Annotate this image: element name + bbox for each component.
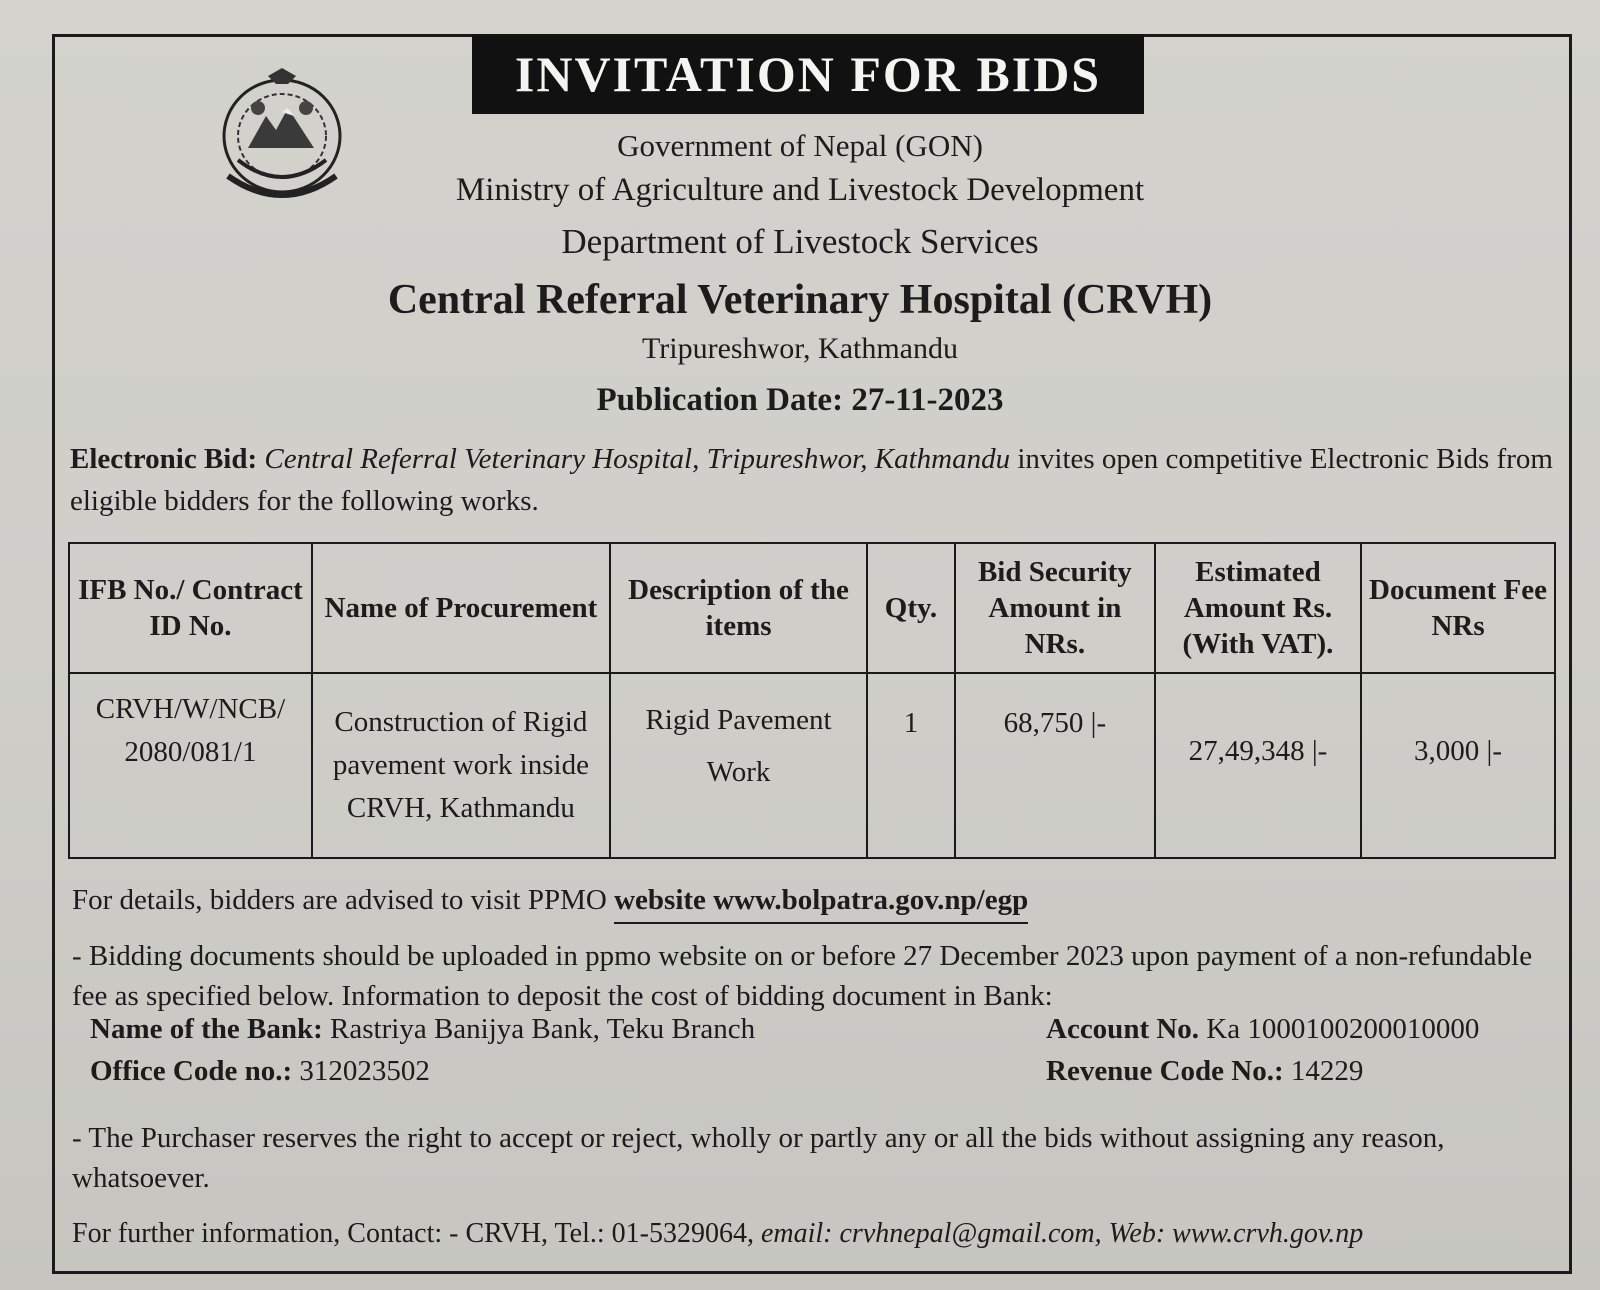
intro-hospital: Central Referral Veterinary Hospital, Tripureshwor, Kathmandu — [264, 443, 1011, 475]
cell-description: Rigid Pavement Work — [610, 673, 867, 858]
office-code-label: Office Code no.: — [90, 1055, 293, 1087]
cell-qty: 1 — [867, 673, 955, 858]
account-label: Account No. — [1046, 1013, 1200, 1045]
web-label: Web: — [1108, 1218, 1166, 1249]
details-line — [72, 884, 1562, 917]
header-document-fee: Document Fee NRs — [1361, 543, 1555, 673]
header-procurement: Name of Procurement — [312, 543, 610, 673]
bank-right-block — [1046, 1008, 1479, 1092]
table-row — [69, 673, 1555, 858]
web-link[interactable]: www.crvh.gov.np — [1172, 1218, 1364, 1249]
header-bid-security: Bid Security Amount in NRs. — [955, 543, 1155, 673]
cell-estimated-amount: 27,49,348 |- — [1155, 673, 1361, 858]
notice-title-banner: INVITATION FOR BIDS — [472, 34, 1144, 114]
header-qty: Qty. — [867, 543, 955, 673]
office-code-value: 312023502 — [299, 1055, 430, 1087]
email-link[interactable]: crvhnepal@gmail.com, — [839, 1218, 1102, 1249]
header-ifb-no: IFB No./ Contract ID No. — [69, 543, 312, 673]
publication-date: Publication Date: 27-11-2023 — [596, 382, 1004, 418]
ministry-line: Ministry of Agriculture and Livestock Development — [455, 172, 1145, 208]
reserve-right-note: - The Purchaser reserves the right to accept or reject, wholly or partly any or all the bids without assigning any reason, whatsoever. — [72, 1122, 1445, 1194]
contact-text: For further information, Contact: - CRVH, Tel.: 01-5329064, — [72, 1218, 754, 1249]
intro-lead: Electronic Bid: — [70, 443, 258, 475]
bank-name-label: Name of the Bank: — [90, 1013, 323, 1045]
ppmo-website-link[interactable]: website www.bolpatra.gov.np/egp — [614, 884, 1028, 924]
cell-document-fee: 3,000 |- — [1361, 673, 1555, 858]
table-header-row — [69, 543, 1555, 673]
details-text: For details, bidders are advised to visit PPMO — [72, 884, 607, 916]
bank-name-value: Rastriya Banijya Bank, Teku Branch — [330, 1013, 756, 1045]
email-label: email: — [760, 1218, 833, 1249]
cell-procurement: Construction of Rigid pavement work inside CRVH, Kathmandu — [312, 673, 610, 858]
bids-table — [68, 542, 1556, 859]
upload-instruction: - Bidding documents should be uploaded in ppmo website on or before 27 December 2023 upon payment of a non-refundable fee as specified below. Information to deposit the cost of bidding document in Bank: — [72, 940, 1533, 1012]
intro-text: invites open competitive Electronic Bids from eligible bidders for the following works. — [70, 443, 1553, 517]
government-line: Government of Nepal (GON) — [617, 128, 983, 163]
account-value: Ka 1000100200010000 — [1206, 1013, 1480, 1045]
revenue-code-value: 14229 — [1290, 1055, 1364, 1087]
intro-paragraph — [70, 438, 1560, 522]
contact-line — [72, 1218, 1562, 1250]
bank-left-block — [90, 1008, 755, 1092]
header-description: Description of the items — [610, 543, 867, 673]
cell-bid-security: 68,750 |- — [955, 673, 1155, 858]
department-line: Department of Livestock Services — [561, 222, 1039, 261]
revenue-code-label: Revenue Code No.: — [1046, 1055, 1284, 1087]
header-estimated-amount: Estimated Amount Rs. (With VAT). — [1155, 543, 1361, 673]
hospital-name: Central Referral Veterinary Hospital (CRVH) — [387, 277, 1213, 323]
cell-ifb-no: CRVH/W/NCB/ 2080/081/1 — [69, 673, 312, 858]
hospital-location: Tripureshwor, Kathmandu — [642, 332, 958, 365]
